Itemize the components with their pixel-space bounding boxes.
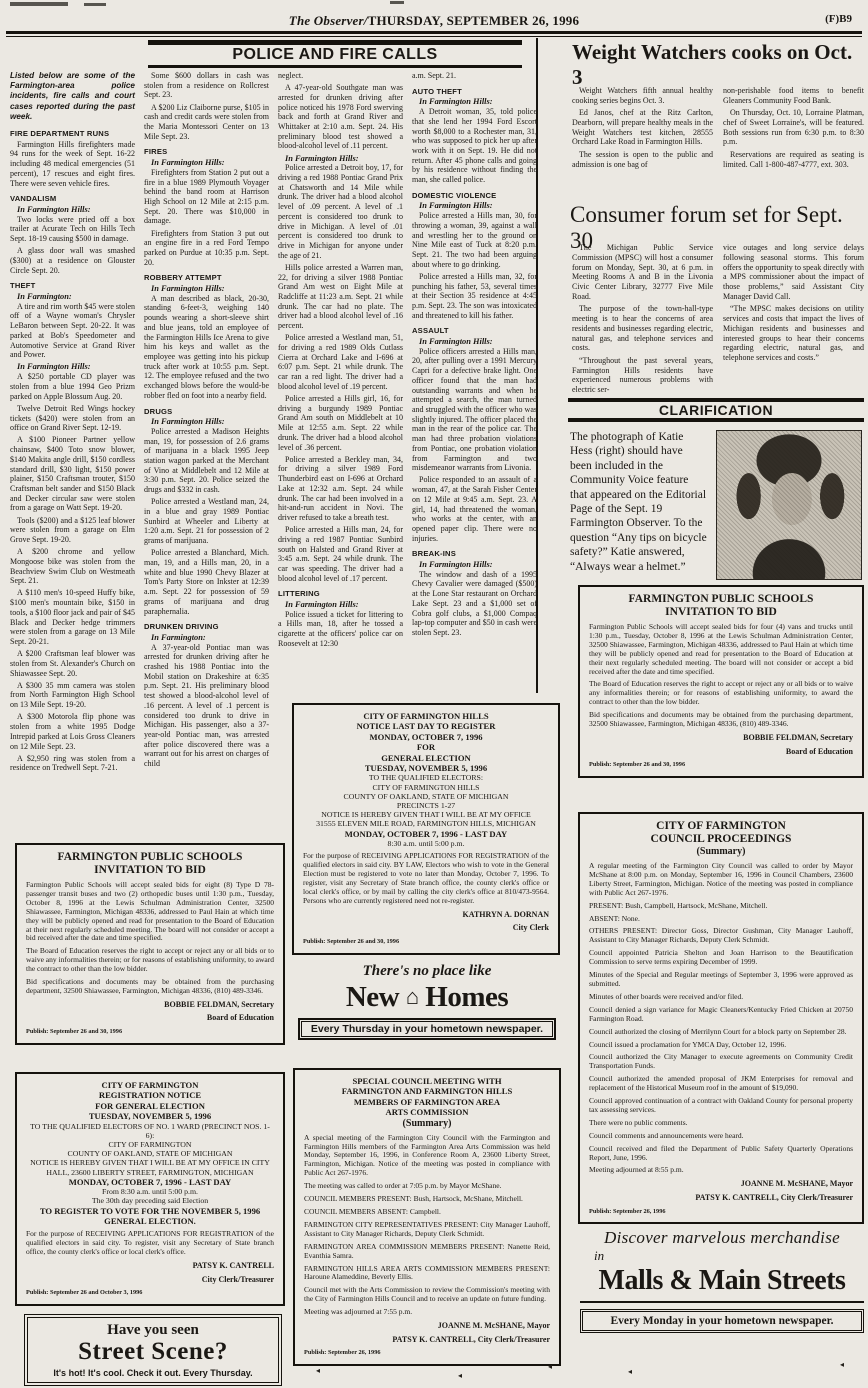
notice-fps-bid-vans <box>578 585 864 778</box>
masthead-paper-name: The Observer/ <box>288 13 368 28</box>
signature-line: BOBBIE FELDMAN, Secretary <box>164 999 274 1009</box>
article-column <box>572 243 713 397</box>
notice-council-proceedings <box>578 812 864 1224</box>
notice-line-bold: MONDAY, OCTOBER 7, 1996 - LAST DAY <box>68 1176 232 1187</box>
masthead-date: THURSDAY, SEPTEMBER 26, 1996 <box>367 13 580 28</box>
notice-line-bold: MONDAY, OCTOBER 7, 1996 - LAST DAY <box>344 828 508 839</box>
news-paragraph: non-perishable food items to benefit Gleaners Community Food Bank. <box>723 86 864 105</box>
notice-line-bold: TUESDAY, NOVEMBER 5, 1996 <box>88 1111 212 1122</box>
notice-line-bold: TO REGISTER TO VOTE FOR THE NOVEMBER 5, 1996 <box>39 1205 261 1216</box>
notice-paragraph: Minutes of other boards were received and/or filed. <box>589 991 744 1001</box>
signature-line: PATSY K. CANTRELL <box>192 1261 274 1271</box>
notice-paragraph: Council received and filed the Department of Public Safety Quarterly Operations Report, June, 1996. <box>589 1143 853 1162</box>
police-column-2 <box>144 71 269 846</box>
police-section-title: POLICE AND FIRE CALLS <box>232 46 438 63</box>
notice-paragraph: COUNCIL MEMBERS PRESENT: Bush, Hartsock, McShane, Mitchell. <box>304 1194 523 1204</box>
publish-line: Publish: September 26 and 30, 1996 <box>589 761 686 769</box>
notice-line: COUNTY OF OAKLAND, STATE OF MICHIGAN <box>67 1149 233 1159</box>
news-paragraph: Two locks were pried off a box trailer at Acurate Tech on Hills Tech Sept. 18-19 causing $500 in damage. <box>10 214 135 244</box>
news-paragraph: Weight Watchers fifth annual healthy cooking series begins Oct. 3. <box>572 86 713 105</box>
ad-new-homes <box>298 963 556 1040</box>
notice-paragraph: Council approved continuation of a contract with Oakland County for personal property tax assessing services. <box>589 1096 853 1114</box>
ad-malls-main-streets <box>580 1228 864 1333</box>
notice-title: FARMINGTON PUBLIC SCHOOLS <box>628 593 814 605</box>
notice-line: PRECINCTS 1-27 <box>396 801 456 811</box>
news-paragraph: A tire and rim worth $45 were stolen off of a Wayne woman's Chrysler LeBaron between Sept. 20-22. It was parked at Bob's Speedometer and Automotive Service at Grand River and Power. <box>10 301 135 360</box>
notice-line: TO THE QUALIFIED ELECTORS: <box>368 773 484 783</box>
notice-line-bold: FOR GENERAL ELECTION <box>95 1100 205 1111</box>
section-kicker: AUTO THEFT <box>412 86 462 96</box>
news-paragraph: Farmington Hills firefighters made 94 runs for the week of Sept. 16-22 including 48 medical emergencies (51 percent), 17 rescues and eight fires. There were seven vehicle fires. <box>10 139 135 188</box>
notice-line-bold: CITY OF FARMINGTON HILLS <box>363 711 489 721</box>
section-kicker: FIRES <box>144 147 168 157</box>
news-paragraph: Police arrested a Berkley man, 34, for driving a silver 1989 Ford Thunderbird east on I-696 at Orchard Lake at 12:32 a.m. Sept. 24 while drunk. The car had been involved in a hit-and-run accident in Novi. The driver refused to take a breath test. <box>278 454 403 522</box>
notice-paragraph: For the purpose of RECEIVING APPLICATIONS FOR REGISTRATION of the qualified electors in said city. BY LAW, Electors who wish to vote in the General Election must be registered to vote no later than Monday, October 7, 1996. To register, visit any Secretary of State branch office, the county clerk's office or local clerk's office, or by mail by calling the city clerk's office at 810/473-9564. Persons who are currently registered need not re-register. <box>303 851 549 905</box>
ad-subline: It's hot! It's cool. Check it out. Every Thursday. <box>53 1368 253 1378</box>
notice-paragraph: FARMINGTON CITY REPRESENTATIVES PRESENT: City Manager Lauhoff, Assistant to City Manager Richards, Deputy Clerk Schmidt. <box>304 1219 550 1238</box>
section-kicker: BREAK-INS <box>412 549 456 559</box>
news-paragraph: A $300 35 mm camera was stolen from North Farmington High School on 13 Mile Sept. 19-20. <box>10 680 135 710</box>
notice-line-bold: GENERAL ELECTION. <box>104 1216 196 1227</box>
location-subhead: In Farmington Hills: <box>17 204 91 214</box>
location-subhead: In Farmington: <box>17 292 72 302</box>
ad-banner-strip: Every Monday in your hometown newspaper. <box>580 1309 864 1333</box>
news-paragraph: On Thursday, Oct. 10, Lorraine Platman, chef of Sweet Lorraine's, will be featured. Both sessions run from 6:30 p.m. to 8:30 p.m. <box>723 108 864 147</box>
notice-line: COUNTY OF OAKLAND, STATE OF MICHIGAN <box>343 791 509 801</box>
notice-paragraph: Council authorized the closing of Merrilynn Court for a block party on September 28. <box>589 1026 847 1036</box>
location-subhead: In Farmington Hills: <box>419 337 493 347</box>
location-subhead: In Farmington: <box>151 632 206 642</box>
registration-mark: ◂ <box>458 1371 463 1380</box>
notice-paragraph: Council met with the Arts Commission to review the Commission's meeting with the City of Farmington Hills Council and to receive an update on future funding. <box>304 1285 550 1304</box>
news-paragraph: a.m. Sept. 21. <box>412 71 456 80</box>
section-kicker: FIRE DEPARTMENT RUNS <box>10 129 110 139</box>
signature-line: KATHRYN A. DORNAN <box>462 909 549 919</box>
news-paragraph: Police officers arrested a Hills man, 20, after pulling over a 1991 Mercury Capri for a defective brake light. One officer found that the man had outstanding warrants and when he attempted a search, the man turned and struggled with the officer who was slightly injured. The officer placed the man in the rear of the police car. The man had three probation violations from Pontiac, one probation violation from Farmington and two misdemeanor warrants from Livonia. <box>412 346 537 473</box>
ad-tagline: There's no place like <box>362 963 492 979</box>
notice-paragraph: Bid specifications and documents may be obtained from the purchasing department, 32500 Shiawassee, Farmington, Michigan 48336, (810) 489-3346. <box>26 977 274 995</box>
notice-paragraph: Council comments and announcements were heard. <box>589 1130 744 1140</box>
news-paragraph: Police responded to an assault of a woman, 47, at the Sarah Fisher Center on 12 Mile at 9:45 a.m. Sept. 23. A girl, 14, had threatened the woman, who works at the center, with an opened paper clip. There were no injuries. <box>412 475 537 543</box>
news-paragraph: “The MPSC makes decisions on utility services and costs that impact the lives of Michigan residents and businesses and interested groups to hear their concerns regarding electric, natural gas, and telephone services and costs.” <box>723 304 864 363</box>
section-kicker: DRUGS <box>144 406 173 416</box>
notice-line: NOTICE IS HEREBY GIVEN THAT I WILL BE AT MY OFFICE <box>321 810 531 820</box>
news-paragraph: Police arrested a Hills man, 30, for throwing a woman, 39, against a wall and wrestling her to the ground on Nine Mile east of Tuck at 8:20 p.m. Sept. 21. The two had been arguing about where to go drinking. <box>412 211 537 269</box>
consumer-forum-headline: Consumer forum set for Sept. 30 <box>570 202 843 253</box>
notice-line-bold: GENERAL ELECTION <box>381 752 471 763</box>
ad-banner-strip: Every Thursday in your hometown newspaper. <box>298 1018 556 1040</box>
police-section-banner <box>148 40 522 68</box>
ad-tagline: Have you seen <box>107 1322 199 1338</box>
notice-line: From 8:30 a.m. until 5:00 p.m. <box>102 1187 198 1197</box>
section-kicker: DOMESTIC VIOLENCE <box>412 190 497 200</box>
notice-paragraph: OTHERS PRESENT: Director Goss, Director Gushman, City Manager Lauhoff, Assistant to City Manager Richards, Deputy Clerk Schmidt. <box>589 926 853 945</box>
registration-mark: ◂ <box>628 1367 633 1376</box>
news-paragraph: Ed Janos, chef at the Ritz Carlton, Dearborn, will prepare healthy meals in the Weight Watchers test kitchen, 28555 Orchard Lake Road in Farmington Hills. <box>572 108 713 147</box>
news-paragraph: Police arrested a Westland man, 51, for driving a red 1989 Olds Cutlass Cierra at Orchard Lake and I-696 at 6:07 p.m. Sept. 21 while drunk. The car ran a red light. The driver had a blood alcohol level of .19 percent. <box>278 333 403 391</box>
news-paragraph: A man described as black, 20-30, standing 6-feet-3, weighing 140 pounds wearing a short-sleeve shirt and blue jeans, told an employee of the Farmington Hills Ice Arena to give him his keys and wallet as the employee was getting into his pickup truck after work at 10:55 p.m. Sept. 12. The employee refused and the two exchanged blows before the would-be robber fled on foot into a nearby field. <box>144 293 269 400</box>
clarification-body <box>570 430 864 580</box>
location-subhead: In Farmington Hills: <box>285 153 359 163</box>
house-icon: ⌂ <box>405 984 419 1009</box>
notice-line: The 30th day preceding said Election <box>91 1196 209 1206</box>
notice-line: CITY OF FARMINGTON <box>108 1140 192 1150</box>
location-subhead: In Farmington Hills: <box>151 284 225 294</box>
notice-line-bold: MONDAY, OCTOBER 7, 1996 <box>369 731 483 742</box>
notice-line-bold: NOTICE LAST DAY TO REGISTER <box>356 721 496 732</box>
notice-line-bold: CITY OF FARMINGTON <box>101 1080 199 1090</box>
news-paragraph: A 47-year-old Southgate man was arrested for drunken driving after police noticed his 1978 Ford swerving back and forth at Grand River and Whittaker at 2:10 a.m. Sept. 24. His preliminary blood test showed a blood-alcohol level of .11 percent. <box>278 83 403 151</box>
notice-paragraph: Council authorized the amended proposal of JKM Enterprises for removal and replacement of the Historical Museum roof in the amount of $19,090. <box>589 1074 853 1093</box>
news-paragraph: Police arrested a Blanchard, Mich. man, 19, and a Hills man, 20, in a white and blue 1990 Chevy Blazer at Tom's Party Store on Inkster at 12:39 a.m. Sept. 22 for possession of 59 grams of marijuana and drug paraphernalia. <box>144 548 269 616</box>
notice-paragraph: A regular meeting of the Farmington City Council was called to order by Mayor McShane at 8:00 p.m. on Monday, September 16, 1996 in Council Chambers, 23600 Liberty Street, Farmington, Michigan. Notice of the meeting was posted in compliance with Public Act 267-1976. <box>589 861 853 897</box>
notice-paragraph: Meeting was adjourned at 7:55 p.m. <box>304 1307 413 1317</box>
news-paragraph: Police issued a ticket for littering to a Hills man, 18, after he tossed a cigarette at the officers' police car on Roosevelt at 12:30 <box>278 609 403 648</box>
notice-paragraph: A special meeting of the Farmington City Council with the Farmington and Farmington Hills members of the Farmington Area Arts Commission was held Monday, September 16, 1996, in Conference Room A, 23600 Liberty Street, Farmington, Michigan. Notice of the meeting was posted in compliance with Public Act 267-1976. <box>304 1132 550 1178</box>
news-paragraph: Police arrested a Hills girl, 16, for driving a burgundy 1989 Pontiac Grand Am south on Middlebelt at 10 Mile at 12:55 a.m. Sept. 22 while drunk. The driver had a blood alcohol level of .36 percent. <box>278 394 403 452</box>
location-subhead: In Farmington Hills: <box>419 560 493 570</box>
signature-line: BOBBIE FELDMAN, Secretary <box>743 732 853 742</box>
notice-fps-bid-buses <box>15 843 285 1045</box>
ad-title-word: Homes <box>425 981 509 1013</box>
news-paragraph: A $100 Pioneer Partner yellow chainsaw, $400 Toto snow blower, $140 Makita angle drill, $150 cordless standard drill, $30 light, $150 power plainer, $150 Craftsman trouter, $150 Craftsman belt sander and $150 Black and Decker circular saw were stolen from a garage on Watt Sept. 19-20. <box>10 435 135 513</box>
scan-artifact <box>390 1 404 4</box>
section-kicker: DRUNKEN DRIVING <box>144 622 219 632</box>
consumer-forum-article <box>572 243 864 397</box>
notice-line-bold: TUESDAY, NOVEMBER 5, 1996 <box>364 763 488 774</box>
signature-line: PATSY K. CANTRELL, City Clerk/Treasurer <box>392 1334 550 1344</box>
section-kicker: ROBBERY ATTEMPT <box>144 273 222 283</box>
notice-title: COUNCIL PROCEEDINGS <box>650 833 792 845</box>
notice-paragraph: Bid specifications and documents may be obtained from the purchasing department, 32500 Shiawassee, Farmington, Michigan 48336, (810) 489-3346. <box>589 710 853 729</box>
publish-line: Publish: September 26, 1996 <box>304 1349 381 1357</box>
notice-line-bold: REGISTRATION NOTICE <box>98 1090 202 1101</box>
news-paragraph: The Michigan Public Service Commission (MPSC) will host a consumer forum on Monday, Sept. 30, at 6 p.m. in Meeting Rooms A and B in the Livonia Civic Center Library, 32777 Five Mile Road. <box>572 243 713 301</box>
notice-subtitle: (Summary) <box>696 846 746 857</box>
notice-paragraph: Council authorized the City Manager to execute agreements on Community Credit Transportation Funds. <box>589 1052 853 1071</box>
location-subhead: In Farmington Hills: <box>17 362 91 372</box>
location-subhead: In Farmington Hills: <box>419 97 493 107</box>
notice-paragraph: The Board of Education reserves the right to accept or reject any or all bids or to waive any informalities therein; or for reasons of establishing uniformity, to award the contract to other than the low bidder. <box>26 946 274 974</box>
news-paragraph: A Detroit woman, 35, told police that she lend her 1994 Ford Escort worth $8,000 to a Rochester man, 31, who was supposed to pick her up after work with it on Sept. 19. He did not return. After 45 phone calls and going by his residence without finding the man, she called police. <box>412 107 537 185</box>
news-paragraph: Twelve Detroit Red Wings hockey tickets ($420) were stolen from an office on Grand River Sept. 12-19. <box>10 403 135 433</box>
notice-paragraph: For the purpose of RECEIVING APPLICATIONS FOR REGISTRATION of the qualified electors in said city. To register, visit any Secretary of State branch office, the county clerk's office or local clerk's office. <box>26 1229 274 1257</box>
notice-line-bold: MEMBERS OF FARMINGTON AREA <box>353 1096 501 1107</box>
article-column <box>723 86 864 172</box>
news-paragraph: Tools ($200) and a $125 leaf blower were stolen from a garage on Elm Grove Sept. 19-20. <box>10 515 135 544</box>
banner-bar <box>568 418 864 422</box>
registration-mark: ◂ <box>548 1362 553 1371</box>
intro-text: Listed below are some of the Farmington-area police incidents, fire calls and court cases reported during the past week. <box>10 71 135 121</box>
ad-tagline-2: in <box>594 1248 605 1263</box>
article-column <box>572 86 713 172</box>
notice-title: INVITATION TO BID <box>665 606 777 618</box>
notice-paragraph: ABSENT: None. <box>589 913 640 923</box>
location-subhead: In Farmington Hills: <box>285 600 359 610</box>
notice-paragraph: Minutes of the Special and Regular meetings of September 3, 1996 were approved as submitted. <box>589 970 853 988</box>
notice-line: NOTICE IS HEREBY GIVEN THAT I WILL BE AT MY OFFICE IN CITY HALL, 23600 LIBERTY STREET, FARMINGTON, MICHIGAN <box>30 1158 270 1177</box>
notice-paragraph: The Board of Education reserves the right to accept or reject any or all bids or to waive any informalities therein; or for reasons of establishing uniformity, to award the contract to other than the low bidder. <box>589 679 853 707</box>
signature-line: JOANNE M. McSHANE, Mayor <box>740 1179 853 1189</box>
news-paragraph: Police arrested a Detroit boy, 17, for driving a red 1988 Pontiac Grand Prix at Chatsworth and 14 Mile while drunk. The driver had a blood alcohol level of .09 percent. A level of .1 percent is considered too drunk to drive in Michigan. A level of .01 percent is considered too drunk to drive in Michigan for anyone under the age of 21. <box>278 163 403 260</box>
signature-line: City Clerk/Treasurer <box>201 1274 274 1284</box>
ad-title: Street Scene? <box>78 1338 228 1365</box>
news-paragraph: Police arrested a Hills man, 32, for punching his father, 53, several times at their Section 35 residence at 4:45 p.m. Sept. 23. The son was intoxicated and threatened to kill his father. <box>412 271 537 320</box>
notice-paragraph: Council issued a proclamation for YMCA Day, October 12, 1996. <box>589 1039 787 1049</box>
notice-line: CITY OF FARMINGTON HILLS <box>372 782 480 792</box>
notice-line-bold: FOR <box>416 742 436 753</box>
location-subhead: In Farmington Hills: <box>151 158 225 168</box>
notice-line: 8:30 a.m. until 5:00 p.m. <box>387 839 465 849</box>
weight-watchers-headline: Weight Watchers cooks on Oct. 3 <box>572 40 853 89</box>
news-paragraph: neglect. <box>278 71 304 80</box>
news-paragraph: A $200 Craftsman leaf blower was stolen from St. Alexander's Church on Shiawassee Sept. 20. <box>10 649 135 678</box>
notice-hills-last-day-register <box>292 703 560 955</box>
location-subhead: In Farmington Hills: <box>419 201 493 211</box>
news-paragraph: Some $600 dollars in cash was stolen from a residence on Rollcrest Sept. 23. <box>144 71 269 100</box>
news-paragraph: A 37-year-old Pontiac man was arrested for drunken driving after he crashed his 1988 Pontiac into the Mobil station on Drakeshire at 6:35 p.m. Sept. 21. His preliminary blood test showed a blood-alcohol level of .16 percent. A level of .1 percent is considered too drunk to drive in Michigan. His passenger, also a 37-year-old Pontiac man, was arrested after police discovered there was a warrant out for his arrest on charges of child <box>144 642 269 769</box>
news-paragraph: The session is open to the public and admission is one bag of <box>572 149 713 169</box>
masthead <box>0 13 868 29</box>
news-paragraph: A $200 chrome and yellow Mongoose bike was stolen from the Beachview Swim Club on Westmeath Sept. 21. <box>10 547 135 586</box>
notice-paragraph: Farmington Public Schools will accept sealed bids for four (4) vans and trucks until 1:30 p.m., Tuesday, October 8, 1996 at the Lewis Schulman Administration Center, 32500 Shiawassee, Farmington, Michigan 48336, addressed to Paul Hain at which time they will be publicly opened and read for presentation to the Board of Education at their next regularly scheduled meeting. The board will not consider or accept a bid received after the date and time specified. <box>589 622 853 676</box>
notice-line: 31555 ELEVEN MILE ROAD, FARMINGTON HILLS, MICHIGAN <box>316 819 536 829</box>
ad-tagline: Discover marvelous merchandise <box>604 1228 840 1247</box>
notice-paragraph: The meeting was called to order at 7:05 p.m. by Mayor McShane. <box>304 1181 502 1191</box>
masthead-rule <box>6 31 862 37</box>
publish-line: Publish: September 26 and October 3, 1996 <box>26 1289 143 1297</box>
police-column-1 <box>10 71 135 846</box>
notice-line: TO THE QUALIFIED ELECTORS OF NO. 1 WARD (PRECINCT NOS. 1-6): <box>30 1121 270 1140</box>
notice-paragraph: Council appointed Patricia Shelton and Joan Harrison to the Beautification Commission to serve terms expiring December of 1999. <box>589 948 853 967</box>
publish-line: Publish: September 26 and 30, 1996 <box>303 937 400 945</box>
clarification-text: The photograph of Katie Hess (right) should have been included in the Community Voice feature that appeared on the Editorial Page of the Sept. 19 Farmington Observer. To the question “Any tips on bicycle safety?” Katie answered, “Always wear a helmet.” <box>570 431 707 573</box>
location-subhead: In Farmington Hills: <box>151 417 225 427</box>
notice-paragraph: Meeting adjourned at 8:55 p.m. <box>589 1165 684 1175</box>
banner-bar <box>148 65 522 68</box>
ad-title-word: New <box>345 981 400 1013</box>
notice-title: INVITATION TO BID <box>94 864 206 876</box>
news-paragraph: Firefighters from Station 2 put out a fire in a blue 1989 Plymouth Voyager behind the band room at Harrison High School on 12 Mile at 2:15 p.m. Sept. 20. There was $10,000 in damage. <box>144 167 269 226</box>
news-paragraph: A $2,950 ring was stolen from a residence on Tredwell Sept. 7-21. <box>10 753 135 773</box>
scan-artifact <box>10 2 68 6</box>
notice-line-bold: SPECIAL COUNCIL MEETING WITH <box>352 1076 502 1086</box>
photo-katie-hess <box>716 430 862 580</box>
section-kicker: ASSAULT <box>412 326 449 336</box>
news-paragraph: A $250 portable CD player was stolen from a blue 1994 Geo Prizm parked on Apple Blossum Aug. 20. <box>10 372 135 401</box>
news-paragraph: A glass door wall was smashed ($300) at a residence on Glouster Circle Sept. 20. <box>10 246 135 275</box>
notice-paragraph: PRESENT: Bush, Campbell, Hartsock, McShane, Mitchell. <box>589 900 768 910</box>
notice-paragraph: Council denied a sign variance for Magic Cleaners/Kentucky Fried Chicken at 20750 Farmington Road. <box>589 1004 853 1023</box>
news-paragraph: A $200 Liz Claiborne purse, $105 in cash and credit cards were stolen from the Maria Montessori Center on 13 Mile Sept. 23. <box>144 102 269 141</box>
signature-line: City Clerk <box>512 923 549 933</box>
signature-line: Board of Education <box>785 746 853 756</box>
news-paragraph: Police arrested a Westland man, 24, in a blue and gray 1989 Pontiac Sunbird at Wheeler and Liberty at 1:20 a.m. Sept. 21 for possession of 2 grams of marijuana. <box>144 497 269 546</box>
scan-artifact <box>84 3 106 6</box>
clarification-banner <box>568 398 864 422</box>
signature-line: Board of Education <box>206 1013 274 1023</box>
ad-title: Malls & Main Streets <box>580 1266 864 1303</box>
notice-subtitle: (Summary) <box>402 1117 452 1129</box>
news-paragraph: Reservations are required as seating is limited. Call 1-800-487-4777, ext. 303. <box>723 149 864 169</box>
clarification-title: CLARIFICATION <box>658 402 774 418</box>
news-paragraph: vice outages and long service delays following seasonal storms. This forum offers the opportunity to speak directly with a MPS commissioner about the impact of those problems,” said Assistant City Manager David Call. <box>723 243 864 301</box>
publish-line: Publish: September 26, 1996 <box>589 1207 666 1215</box>
notice-paragraph: FARMINGTON HILLS AREA ARTS COMMISSION MEMBERS PRESENT: Haroune Alameddine, Beverly Ellis. <box>304 1263 550 1282</box>
news-paragraph: A $110 men's 10-speed Huffy bike, $100 men's mountain bike, $150 in tools, a $100 floor jack and pair of $45 Black and Decker hedge trimmers were stolen from a garage on 13 Mile Sept. 20-21. <box>10 588 135 646</box>
registration-mark: ◂ <box>840 1360 845 1369</box>
notice-line-bold: FARMINGTON AND FARMINGTON HILLS <box>341 1086 513 1097</box>
section-kicker: THEFT <box>10 281 36 291</box>
registration-mark: ◂ <box>316 1366 321 1375</box>
notice-title: CITY OF FARMINGTON <box>656 820 786 832</box>
news-paragraph: Firefighters from Station 3 put out an engine fire in a red Ford Tempo parked on Purdue at 10:35 p.m. Sept. 20. <box>144 228 269 267</box>
news-paragraph: A $300 Motorola flip phone was stolen from a white 1995 Dodge Intrepid parked at Lois Gross Cleaners on 12 Mile Sept. 23. <box>10 712 135 751</box>
news-paragraph: The window and dash of a 1995 Chevy Cavalier were damaged ($500) at the Lone Star restaurant on Orchard Lake Sept. 23 and a $1,000 set of Cobra golf clubs, a $1,000 Compaq lap-top computer and $50 in cash were stolen Sept. 23. <box>412 569 537 637</box>
notice-line-bold: ARTS COMMISSION <box>385 1107 469 1118</box>
news-paragraph: Police arrested a Hills man, 24, for driving a red 1987 Pontiac Sunbird south on Halsted and Grand River at 3:45 a.m. Sept. 24 while drunk. The car was speeding. The driver had a blood alcohol level of .17 percent. <box>278 525 403 583</box>
notice-special-council-meeting <box>293 1068 561 1366</box>
section-kicker: VANDALISM <box>10 194 57 204</box>
news-paragraph: “Throughout the past several years, Farmington Hills residents have experienced numerous problems with electric ser- <box>572 355 713 395</box>
notice-paragraph: Farmington Public Schools will accept sealed bids for eight (8) Type D 78-passenger transit buses and two (2) orthopedic buses until 1:30 p.m., Tuesday, October 8, 1996 at the Lewis Schulman Administration Center, 32500 Shiawassee, Farmington, Michigan 48336, addressed to Paul Hain at which time they will be publicly opened and read for presentation to the Board of Education at their next regularly scheduled meeting. The board will not consider or accept a bid received after the date and time specified. <box>26 880 274 943</box>
publish-line: Publish: September 26 and 30, 1996 <box>26 1028 123 1036</box>
notice-farmington-registration <box>15 1072 285 1306</box>
weight-watchers-article <box>572 86 864 172</box>
ad-title <box>298 981 556 1014</box>
signature-line: JOANNE M. McSHANE, Mayor <box>437 1321 550 1331</box>
article-column <box>723 243 864 397</box>
ad-street-scene <box>24 1314 282 1386</box>
section-kicker: LITTERING <box>278 589 320 599</box>
notice-paragraph: COUNCIL MEMBERS ABSENT: Campbell. <box>304 1206 441 1216</box>
notice-paragraph: FARMINGTON AREA COMMISSION MEMBERS PRESENT: Nanette Reid, Evanthia Samra. <box>304 1241 550 1260</box>
page-number: (F)B9 <box>825 13 852 25</box>
signature-line: PATSY K. CANTRELL, City Clerk/Treasurer <box>695 1192 853 1202</box>
news-paragraph: Police arrested a Madison Heights man, 19, for possession of 2.6 grams of marijuana in a black 1995 Jeep station wagon parked at the Merchant of Vino at Middlebelt and 12 Mile at 3:30 p.m. Sept. 20. Police seized the drugs and $332 in cash. <box>144 426 269 495</box>
notice-title: FARMINGTON PUBLIC SCHOOLS <box>57 851 243 863</box>
notice-paragraph: There were no public comments. <box>589 1117 688 1127</box>
news-paragraph: Hills police arrested a Warren man, 22, for driving a silver 1988 Pontiac Grand Am west on Eight Mile at Radcliffe at 11:23 a.m. Sept. 21 while drunk. The car had no plate. The driver had a blood alcohol level of .16 percent. <box>278 262 403 331</box>
news-paragraph: The purpose of the town-hall-type meeting is to hear the concerns of area residents and businesses regarding electric, natural gas, and telephone services and costs. <box>572 304 713 353</box>
